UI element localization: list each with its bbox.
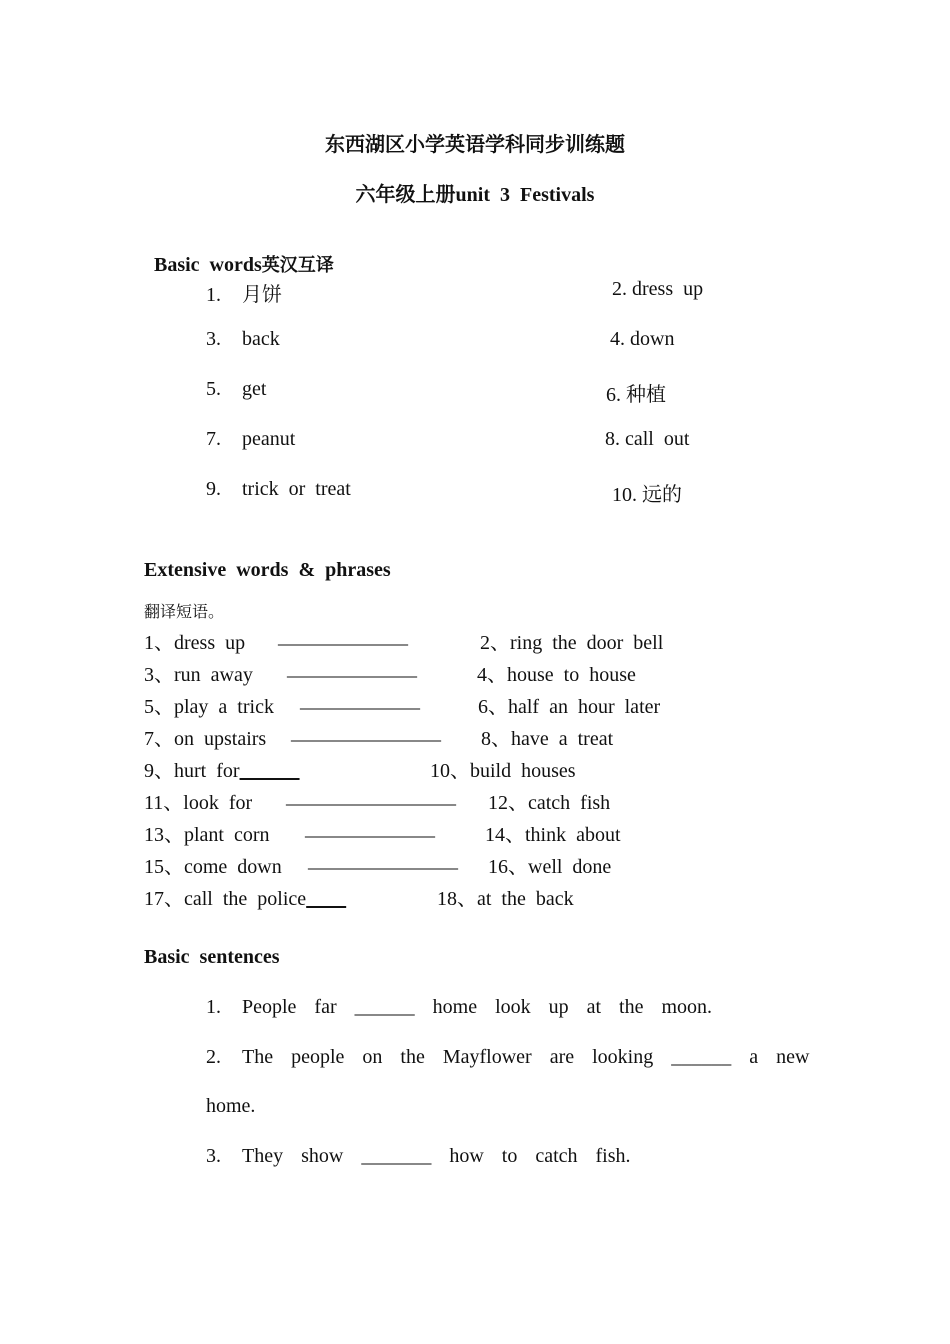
word-text: back xyxy=(242,328,280,350)
word-item xyxy=(612,478,682,507)
word-text: get xyxy=(242,378,267,400)
word-item xyxy=(206,328,280,351)
sentence-item xyxy=(206,1046,809,1069)
phrase-left xyxy=(144,626,245,655)
word-number: 8. xyxy=(605,428,620,450)
answer-blank: _____________ xyxy=(305,818,435,840)
phrase-text: 15、come down xyxy=(144,856,282,878)
phrase-right: 16、well done xyxy=(488,856,612,878)
phrase-right: 4、house to house xyxy=(477,664,636,686)
phrase-right: 12、catch fish xyxy=(488,792,611,814)
basic-words-heading xyxy=(144,228,334,277)
word-item xyxy=(610,328,674,351)
sentence-item xyxy=(206,1145,631,1168)
answer-blank xyxy=(240,760,300,782)
phrase-right: 2、ring the door bell xyxy=(480,632,664,654)
phrase-text: 5、play a trick xyxy=(144,696,274,718)
word-text: down xyxy=(630,328,675,350)
word-number: 2. xyxy=(612,278,627,300)
word-item xyxy=(206,478,351,501)
phrase-left xyxy=(144,722,266,751)
word-item xyxy=(206,378,266,401)
word-item xyxy=(612,278,703,301)
phrase-left xyxy=(144,658,253,687)
word-item xyxy=(206,428,295,451)
sentence-text: People far ______ home look up at the moon. xyxy=(242,996,713,1018)
phrase-left xyxy=(144,754,300,783)
sentence-number: 2. xyxy=(206,1046,221,1068)
basic-words-heading-en: Basic words xyxy=(154,254,262,276)
extensive-heading: Extensive words & phrases xyxy=(144,559,391,581)
word-number: 9. xyxy=(206,478,221,500)
phrase-left xyxy=(144,818,270,847)
phrase-left xyxy=(144,850,282,879)
word-item xyxy=(605,428,689,451)
phrase-right: 10、build houses xyxy=(430,760,576,782)
basic-words-heading-cn: 英汉互译 xyxy=(261,255,334,275)
word-item xyxy=(206,278,282,307)
sentence-number: 1. xyxy=(206,996,221,1018)
document-title: 东西湖区小学英语学科同步训练题 xyxy=(325,134,625,156)
phrase-text: 9、hurt for xyxy=(144,760,240,782)
word-text: call out xyxy=(625,428,690,450)
sentence-continuation: home. xyxy=(206,1095,256,1117)
answer-blank: _____________ xyxy=(287,658,417,680)
phrase-text: 7、on upstairs xyxy=(144,728,267,750)
word-number: 5. xyxy=(206,378,221,400)
phrase-left xyxy=(144,786,252,815)
phrase-left xyxy=(144,690,274,719)
extensive-instruction: 翻译短语。 xyxy=(144,604,225,621)
word-number: 10. xyxy=(612,484,637,506)
answer-blank: _______________ xyxy=(291,722,441,744)
phrase-text: 11、look for xyxy=(144,792,253,814)
sentence-text: The people on the Mayflower are looking ______ a new xyxy=(242,1046,810,1068)
sentence-text: They show _______ how to catch fish. xyxy=(242,1145,631,1167)
word-text: dress up xyxy=(632,278,704,300)
answer-blank: _____________ xyxy=(278,626,408,648)
document-subtitle: 六年级上册unit 3 Festivals xyxy=(355,184,595,206)
answer-blank: _______________ xyxy=(308,850,458,872)
phrase-text: 3、run away xyxy=(144,664,253,686)
word-text: 种植 xyxy=(626,384,666,406)
answer-blank: ____________ xyxy=(300,690,420,712)
word-number: 1. xyxy=(206,284,221,306)
word-text: peanut xyxy=(242,428,296,450)
word-text: 远的 xyxy=(642,484,682,506)
word-text: 月饼 xyxy=(242,284,282,306)
phrase-text: 17、call the police xyxy=(144,888,307,910)
phrase-right: 6、half an hour later xyxy=(478,696,661,718)
word-item xyxy=(606,378,666,407)
word-number: 4. xyxy=(610,328,625,350)
sentence-item xyxy=(206,996,712,1019)
phrase-text: 13、plant corn xyxy=(144,824,270,846)
phrase-right: 18、at the back xyxy=(437,888,574,910)
phrase-right: 14、think about xyxy=(485,824,621,846)
sentence-number: 3. xyxy=(206,1145,221,1167)
basic-sentences-heading: Basic sentences xyxy=(144,946,280,968)
phrase-text: 1、dress up xyxy=(144,632,246,654)
answer-blank xyxy=(306,888,346,910)
word-number: 6. xyxy=(606,384,621,406)
phrase-right: 8、have a treat xyxy=(481,728,614,750)
answer-blank: _________________ xyxy=(286,786,456,808)
word-number: 7. xyxy=(206,428,221,450)
phrase-left xyxy=(144,882,346,911)
word-number: 3. xyxy=(206,328,221,350)
word-text: trick or treat xyxy=(242,478,351,500)
